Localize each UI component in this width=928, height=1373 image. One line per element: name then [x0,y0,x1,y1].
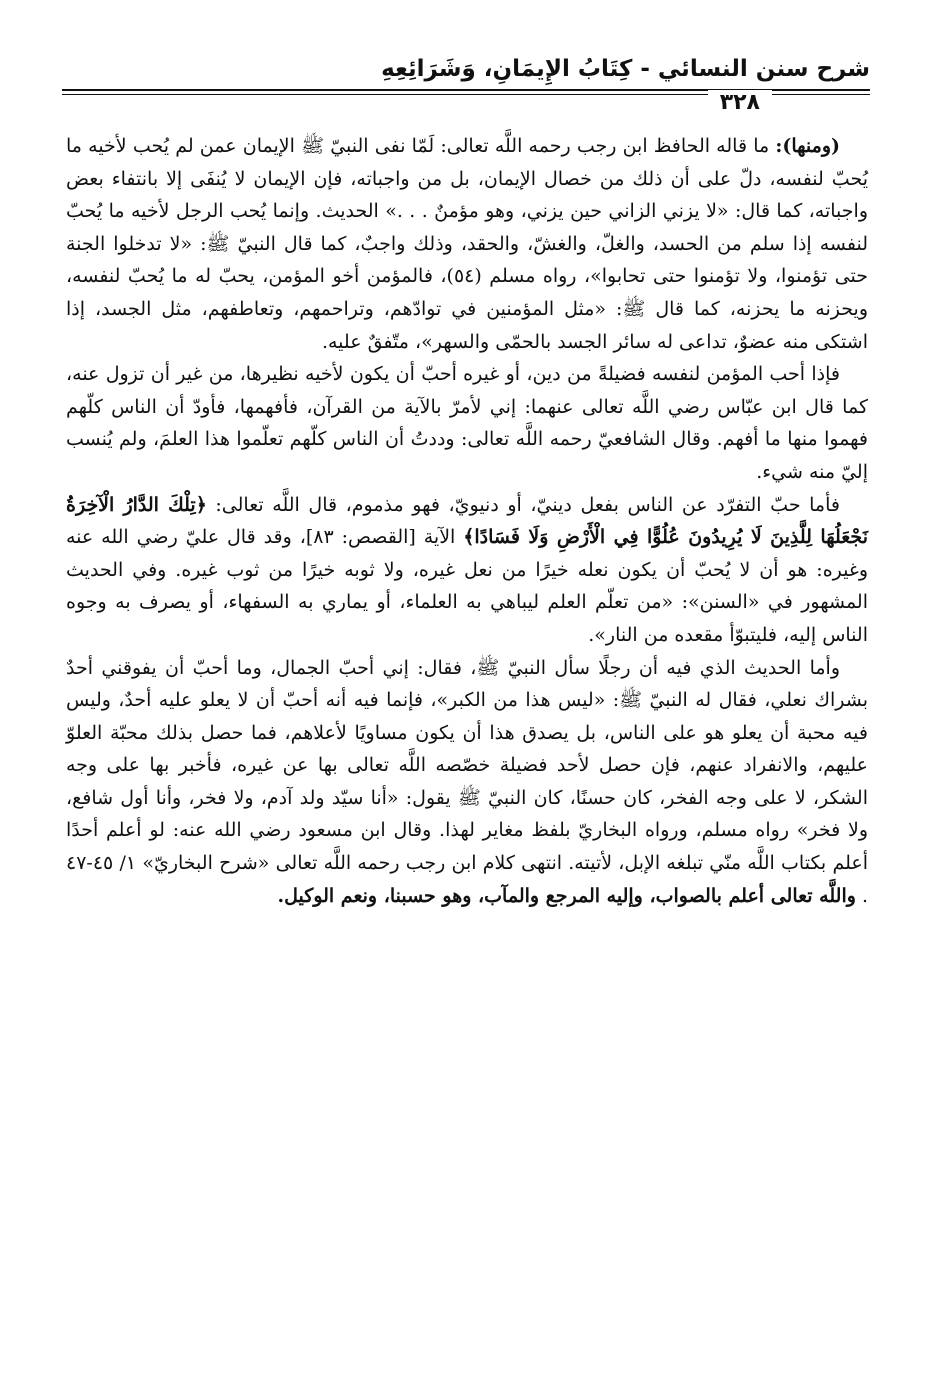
quran-verse: ﴿تِلْكَ الدَّارُ الْآخِرَةُ نَجْعَلُهَا لِلَّذِينَ لَا يُرِيدُونَ عُلُوًّا فِي الْأَرْضِ وَلَا فَسَادًا﴾ [66,493,868,549]
paragraph-3-rest: الآية [القصص: ٨٣]، وقد قال عليّ رضي الله عنه وغيره: هو أن لا يُحبّ أن يكون نعله خيرًا من نعل غيره، ولا ثوبه خيرًا من ثوب غيره. وفي الحديث المشهور في «السنن»: «من تعلّم العلم ليباهي به العلماء، أو يماري به السفهاء، أو يصرف به وجوه الناس إليه، فليتبوّأ مقعده من النار». [66,526,868,646]
paragraph-2: فإذا أحب المؤمن لنفسه فضيلةً من دين، أو غيره أحبّ أن يكون لأخيه نظيرها، من غير أن تزول عنه، كما قال ابن عبّاس رضي اللَّه تعالى عنهما: إني لأمرّ بالآية من القرآن، فأفهمها، فأودّ أن الناس كلّهم فهموا منها ما أفهم. وقال الشافعيّ رحمه اللَّه تعالى: وددتُ أن الناس كلّهم تعلّموا هذا العلمَ، ولم يُنسب إليّ منه شيء. [66,363,868,483]
paragraph-1 [66,130,868,358]
paragraph-1-text: ما قاله الحافظ ابن رجب رحمه اللَّه تعالى: لَمّا نفى النبيّ ﷺ الإيمان عمن لم يُحب لأخيه ما يُحبّ لنفسه، دلّ على أن ذلك من خصال الإيمان، بل من واجباته، فإن الإيمان لا يُنفَى إلا بانتفاء بعض واجباته، كما قال: «لا يزني الزاني حين يزني، وهو مؤمنٌ . . .» الحديث. وإنما يُحب الرجل لأخيه ما يُحبّ لنفسه إذا سلم من الحسد، والغلّ، والغشّ، والحقد، وذلك واجبٌ، كما قال النبيّ ﷺ: «لا تدخلوا الجنة حتى تؤمنوا، ولا تؤمنوا حتى تحابوا»، رواه مسلم (٥٤)، فالمؤمن أخو المؤمن، يحبّ له ما يُحبّ لنفسه، ويحزنه ما يحزنه، كما قال ﷺ: «مثل المؤمنين في توادّهم، وتراحمهم، وتعاطفهم، مثل الجسد، إذا اشتكى منه عضوٌ، تداعى له سائر الجسد بالحمّى والسهر»، متّفقٌ عليه. [66,135,868,353]
paragraph-3 [66,489,868,652]
paragraph-4 [66,652,868,913]
paragraph-4-text: وأما الحديث الذي فيه أن رجلًا سأل النبيّ ﷺ، فقال: إني أحبّ الجمال، وما أحبّ أن يفوقني أحدٌ بشراك نعلي، فقال له النبيّ ﷺ: «ليس هذا من الكبر»، فإنما فيه أنه أحبّ أن لا يعلو عليه أحدٌ، وليس فيه محبة أن يعلو هو على الناس، بل يصدق هذا أن يكون مساويًا لأعلاهم، فما حصل بذلك محبّة العلوّ عليهم، والانفراد عنهم، فإن حصل لأحد فضيلة خصّصه اللَّه تعالى بها عن غيره، فأخبر بها على وجه الشكر، لا على وجه الفخر، كان حسنًا، كان النبيّ ﷺ يقول: «أنا سيّد ولد آدم، ولا فخر، وأنا أول شافع، ولا فخر» رواه مسلم، ورواه البخاريّ بلفظ مغاير لهذا. وقال ابن مسعود رضي الله عنه: لو أعلم أحدًا أعلم بكتاب اللَّه منّي تبلغه الإبل، لأتيته. انتهى كلام ابن رجب رحمه اللَّه تعالى «شرح البخاريّ» ١/ ٤٥-٤٧ . [66,656,868,907]
paragraph-1-lead: (ومنها): [775,135,840,157]
body-text [66,130,868,912]
closing-statement: واللَّه تعالى أعلم بالصواب، وإليه المرجع والمآب، وهو حسبنا، ونعم الوكيل. [277,884,856,907]
page-number: ٣٢٨ [708,90,772,116]
header-title: شرح سنن النسائي - كِتَابُ الإِيمَانِ، وَشَرَائِعِهِ [381,56,870,82]
paragraph-3-intro: فأما حبّ التفرّد عن الناس بفعل دينيّ، أو دنيويّ، فهو مذموم، قال اللَّه تعالى: [206,493,840,516]
running-header [62,54,870,115]
